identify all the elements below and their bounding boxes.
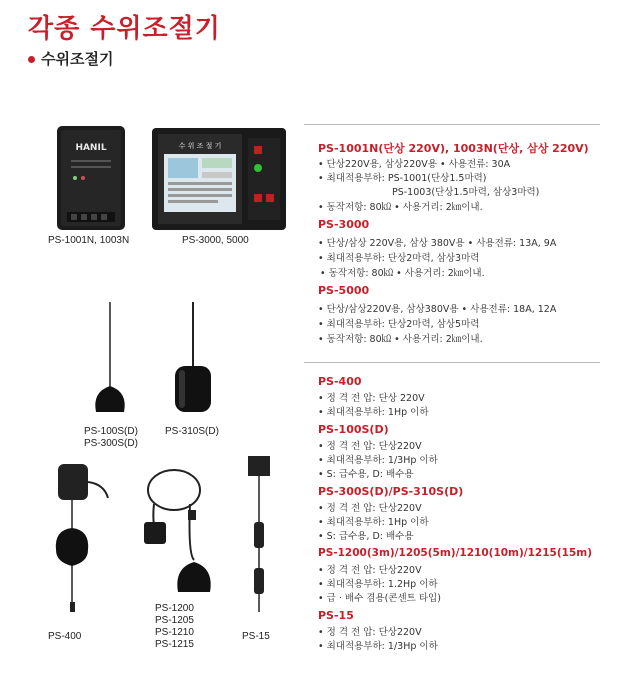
caption-ps310s: PS-310S(D) — [165, 426, 219, 437]
spec-line: • 동작저항: 80㏀ • 사용거리: 2㎞이내. — [320, 268, 485, 279]
spec-line: • 최대적용부하: 1/3Hp 이하 — [318, 455, 438, 466]
divider-middle — [304, 362, 600, 363]
spec-line: • 최대적용부하: PS-1001(단상1.5마력) — [318, 173, 487, 184]
caption-ps100s — [84, 426, 138, 450]
spec-line: • 최대적용부하: 단상2마력, 삼상5마력 — [318, 319, 480, 330]
spec-line: • 정 격 전 압: 단상220V — [318, 503, 422, 514]
spec-title-ps3000: PS-3000 — [318, 218, 370, 231]
spec-line: • S: 급수용, D: 배수용 — [318, 469, 414, 480]
divider-top — [304, 124, 600, 125]
section-subtitle — [28, 48, 113, 69]
caption-ps400: PS-400 — [48, 631, 82, 642]
subtitle-text: 수위조절기 — [41, 50, 114, 68]
spec-line: • 급 · 배수 겸용(콘센트 타입) — [318, 593, 441, 604]
spec-line: • 최대적용부하: 1.2Hp 이하 — [318, 579, 438, 590]
spec-line: • 최대적용부하: 1Hp 이하 — [318, 517, 429, 528]
spec-title-ps400: PS-400 — [318, 375, 362, 388]
caption-ps1205-line: PS-1205 — [155, 615, 194, 626]
spec-title-ps15: PS-15 — [318, 609, 354, 622]
caption-ps1215-line: PS-1215 — [155, 639, 194, 650]
caption-ps3000: PS-3000, 5000 — [182, 235, 249, 246]
ps1001-device-image — [55, 124, 127, 232]
caption-ps1001: PS-1001N, 1003N — [48, 235, 130, 246]
ps310s-float-image — [170, 300, 216, 418]
caption-ps1200-line: PS-1200 — [155, 603, 194, 614]
caption-ps300s-line: PS-300S(D) — [84, 438, 138, 449]
spec-line: • 동작저항: 80㏀ • 사용거리: 2㎞이내. — [318, 202, 483, 213]
spec-line: • 최대적용부하: 단상2마력, 삼상3마력 — [318, 253, 480, 264]
spec-title-ps5000: PS-5000 — [318, 284, 370, 297]
bullet-icon — [28, 56, 35, 63]
spec-line: • 동작저항: 80㏀ • 사용거리: 2㎞이내. — [318, 334, 483, 345]
ps1200-float-image — [138, 464, 220, 604]
hanil-logo-text: HANIL — [75, 143, 107, 153]
caption-ps1200 — [155, 603, 194, 651]
spec-line: • 정 격 전 압: 단상220V — [318, 441, 422, 452]
panel-title-text: 수 위 조 절 기 — [178, 142, 222, 150]
caption-ps15: PS-15 — [242, 631, 270, 642]
caption-ps1210-line: PS-1210 — [155, 627, 194, 638]
spec-title-ps300s: PS-300S(D)/PS-310S(D) — [318, 485, 464, 498]
spec-line: • S: 급수용, D: 배수용 — [318, 531, 414, 542]
spec-line: PS-1003(단상1.5마력, 삼상3마력) — [392, 187, 540, 198]
spec-line: • 정 격 전 압: 단상 220V — [318, 393, 425, 404]
spec-line: • 단상/삼상 220V용, 삼상 380V용 • 사용전류: 13A, 9A — [318, 238, 557, 249]
spec-line: • 최대적용부하: 1/3Hp 이하 — [318, 641, 438, 652]
ps15-float-image — [240, 452, 280, 622]
ps400-float-image — [48, 458, 110, 618]
spec-title-ps100s: PS-100S(D) — [318, 423, 389, 436]
spec-line: • 최대적용부하: 1Hp 이하 — [318, 407, 429, 418]
spec-title-ps1001: PS-1001N(단상 220V), 1003N(단상, 삼상 220V) — [318, 142, 589, 155]
caption-ps100s-line: PS-100S(D) — [84, 426, 138, 437]
page-title: 각종 수위조절기 — [28, 14, 221, 44]
spec-line: • 정 격 전 압: 단상220V — [318, 627, 422, 638]
spec-line: • 단상/삼상220V용, 삼상380V용 • 사용전류: 18A, 12A — [318, 304, 557, 315]
spec-title-ps1200: PS-1200(3m)/1205(5m)/1210(10m)/1215(15m) — [318, 547, 593, 559]
ps3000-device-image — [150, 124, 288, 232]
ps100s-float-image — [90, 300, 130, 422]
spec-line: • 단상220V용, 삼상220V용 • 사용전류: 30A — [318, 159, 511, 170]
spec-line: • 정 격 전 압: 단상220V — [318, 565, 422, 576]
